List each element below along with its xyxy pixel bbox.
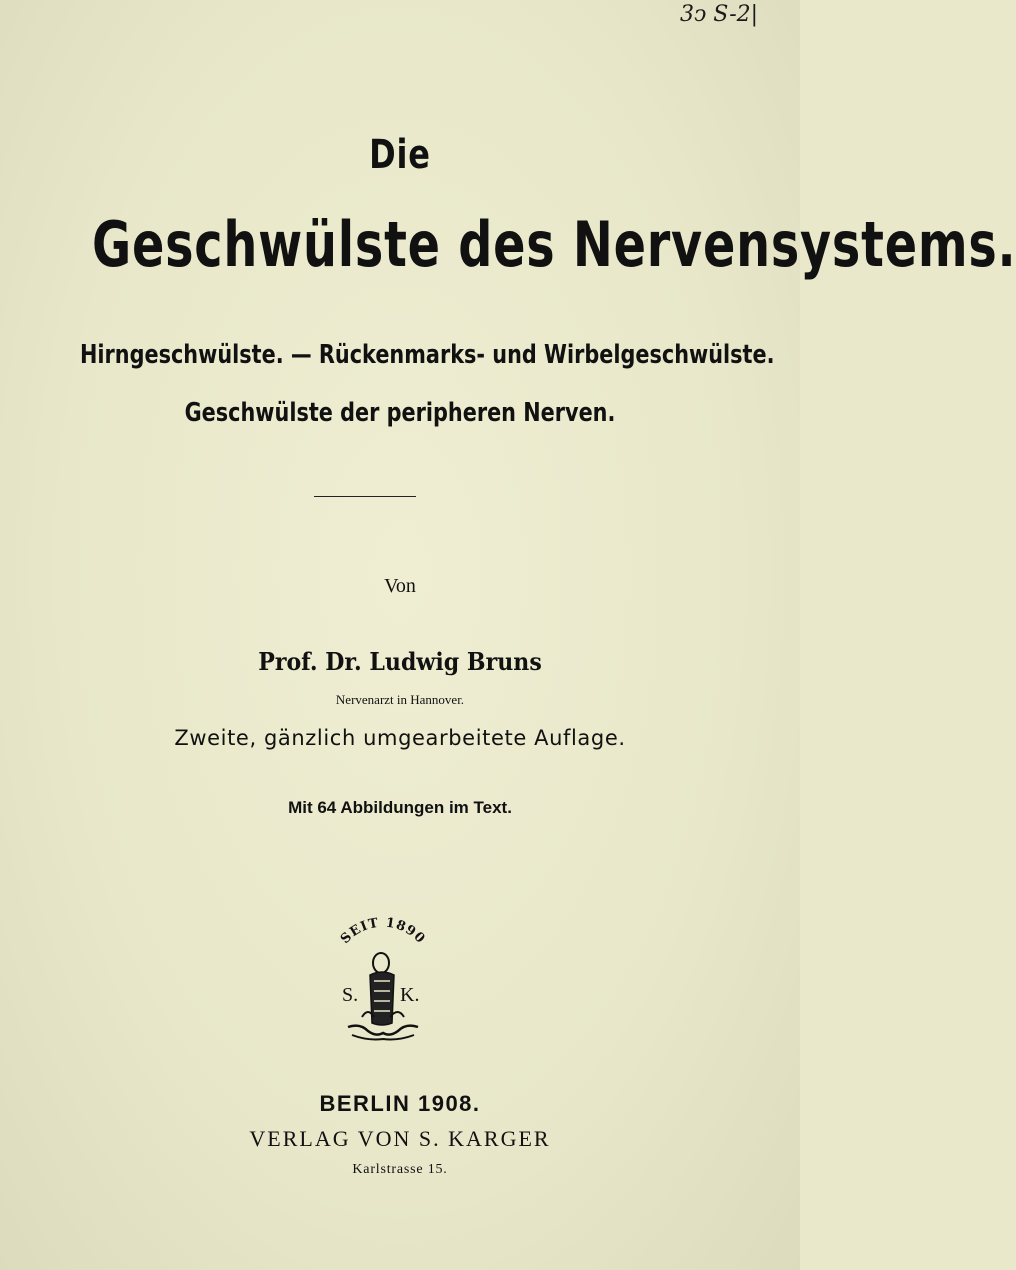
library-shelfmark: 3ↄ S-2| — [680, 2, 759, 27]
subtitle-line-1: Hirngeschwülste. — Rückenmarks- und Wirbelgeschwülste. — [80, 340, 775, 370]
title-article: Die — [369, 132, 431, 178]
author-name: Prof. Dr. Ludwig Bruns — [258, 647, 542, 676]
divider-rule — [314, 496, 416, 497]
main-title: Geschwülste des Nervensystems. — [92, 208, 1016, 281]
author-affiliation: Nervenarzt in Hannover. — [335, 692, 465, 707]
emblem-motto: SEIT 1890 — [337, 915, 429, 947]
publisher-name: VERLAG VON S. KARGER — [249, 1126, 551, 1151]
svg-text:SEIT 1890 — [338, 916, 428, 947]
subtitle-line-2: Geschwülste der peripheren Nerven. — [184, 398, 616, 428]
edition-note: Zweite, gänzlich umgearbeitete Auflage. — [174, 726, 626, 750]
imprint-city-year: BERLIN 1908. — [319, 1091, 481, 1116]
by-line: Von — [384, 575, 416, 597]
publisher-address: Karlstrasse 15. — [352, 1162, 448, 1177]
emblem-letter-k: K. — [400, 984, 420, 1006]
illustrations-note: Mit 64 Abbildungen im Text. — [288, 798, 512, 817]
emblem-letter-s: S. — [342, 984, 359, 1006]
publisher-emblem-icon — [308, 905, 458, 1055]
